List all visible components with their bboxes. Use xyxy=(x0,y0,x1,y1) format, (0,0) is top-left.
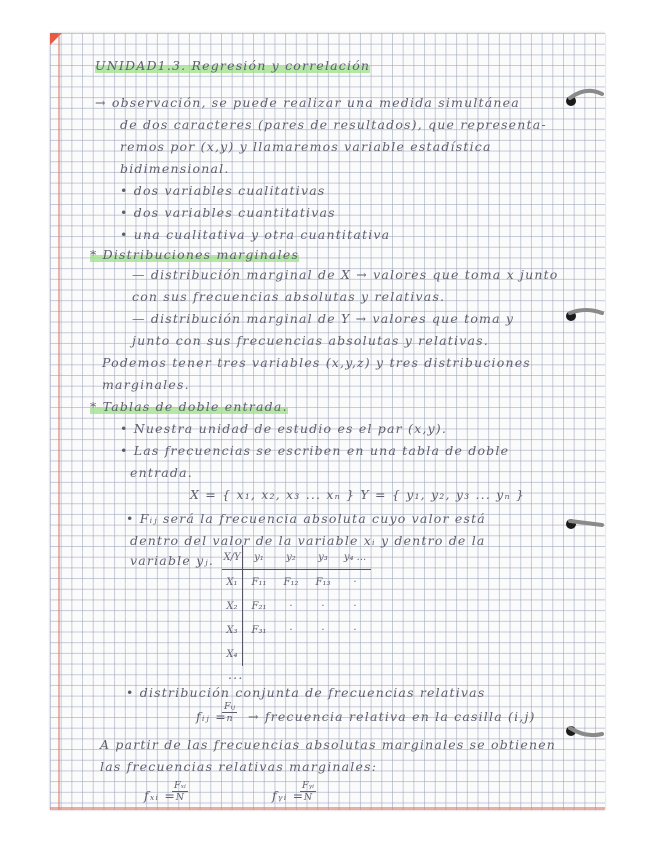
formula-fraction xyxy=(172,780,188,803)
text-line: variable yⱼ. xyxy=(130,553,215,568)
list-item: • Fᵢⱼ será la frecuencia absoluta cuyo valor está xyxy=(126,511,486,526)
binder-ring-icon xyxy=(568,303,604,323)
table-cell xyxy=(243,642,276,666)
text-line: bidimensional. xyxy=(120,161,230,176)
col-header: y₄ ... xyxy=(339,545,371,570)
text-line: de dos caracteres (pares de resultados), que representa- xyxy=(120,117,547,132)
list-item: • distribución conjunta de frecuencias relativas xyxy=(126,685,486,700)
table-cell: · xyxy=(321,624,325,636)
row-header: X₄ xyxy=(222,642,243,666)
binder-ring-icon xyxy=(568,88,604,108)
table-cell: · xyxy=(353,624,357,636)
table-cell: · xyxy=(289,600,293,612)
table-cell: F₃₁ xyxy=(251,624,267,636)
row-header: X₁ xyxy=(222,570,243,595)
text-line: remos por (x,y) y llamaremos variable estadística xyxy=(120,139,492,154)
page-corner xyxy=(50,33,62,45)
table-cell xyxy=(275,642,307,666)
page-title: UNIDAD1.3. Regresión y correlación xyxy=(95,58,371,73)
binder-ring-icon xyxy=(568,511,604,531)
text-line: → frecuencia relativa en la casilla (i,j) xyxy=(248,709,536,724)
text-line: marginales. xyxy=(102,377,190,392)
table-cell: · xyxy=(321,600,325,612)
text-line: → observación, se puede realizar una medida simultánea xyxy=(95,95,520,110)
formula-label: fₓᵢ = xyxy=(144,788,177,803)
formula-denominator: N xyxy=(175,792,185,803)
table-cell: F₂₁ xyxy=(251,600,267,612)
text-line: A partir de las frecuencias absolutas marginales se obtienen xyxy=(100,737,557,752)
list-item: • una cualitativa y otra cuantitativa xyxy=(120,227,391,242)
list-item: • dos variables cuantitativas xyxy=(120,205,336,220)
formula-numerator: Fᵧᵢ xyxy=(302,780,315,791)
formula-fraction xyxy=(222,701,237,724)
formula-numerator: Fₓᵢ xyxy=(174,780,186,791)
list-item: • Las frecuencias se escriben en una tabla de doble xyxy=(120,443,510,458)
table-corner: X/Y xyxy=(222,545,243,570)
text-line: entrada. xyxy=(130,465,193,480)
section-heading: * Tablas de doble entrada. xyxy=(90,399,288,414)
list-item: • dos variables cualitativas xyxy=(120,183,326,198)
table-continuation: ... xyxy=(228,667,244,682)
table-cell: · xyxy=(353,600,357,612)
table-cell xyxy=(307,642,339,666)
set-definition: X = { x₁, x₂, x₃ ... xₙ } Y = { y₁, y₂, y₃ ... yₙ } xyxy=(190,487,526,502)
table-cell: · xyxy=(353,576,357,588)
binder-ring-icon xyxy=(568,718,604,738)
col-header: y₃ xyxy=(307,545,339,570)
section-heading: * Distribuciones marginales xyxy=(90,247,300,262)
formula-numerator: Fᵢⱼ xyxy=(224,701,236,712)
formula-fraction xyxy=(300,780,316,803)
row-header: X₃ xyxy=(222,618,243,642)
col-header: y₂ xyxy=(275,545,307,570)
text-line: dentro del valor de la variable xᵢ y dentro de la xyxy=(130,533,486,548)
bottom-margin-line xyxy=(50,807,605,810)
list-item: • Nuestra unidad de estudio es el par (x,y). xyxy=(120,421,448,436)
text-line: — distribución marginal de Y → valores que toma y xyxy=(132,311,515,326)
col-header: y₁ xyxy=(243,545,276,570)
notebook-page xyxy=(50,33,605,810)
margin-line xyxy=(58,33,60,810)
text-line: con sus frecuencias absolutas y relativas. xyxy=(132,289,446,304)
table-cell: F₁₁ xyxy=(251,576,267,588)
table-cell xyxy=(339,642,371,666)
text-line: junto con sus frecuencias absolutas y relativas. xyxy=(132,333,489,348)
text-line: Podemos tener tres variables (x,y,z) y tres distribuciones xyxy=(102,355,531,370)
table-cell: F₁₂ xyxy=(283,576,299,588)
table-cell: F₁₃ xyxy=(315,576,331,588)
text-line: — distribución marginal de X → valores que toma x junto xyxy=(132,267,559,282)
row-header: X₂ xyxy=(222,594,243,618)
formula-denominator: N xyxy=(303,792,313,803)
formula-label: fᵢⱼ = xyxy=(196,709,227,724)
table-cell: · xyxy=(289,624,293,636)
frequency-table xyxy=(222,545,371,666)
formula-label: fᵧᵢ = xyxy=(272,788,305,803)
formula-denominator: n xyxy=(226,713,233,724)
text-line: las frecuencias relativas marginales: xyxy=(100,759,378,774)
